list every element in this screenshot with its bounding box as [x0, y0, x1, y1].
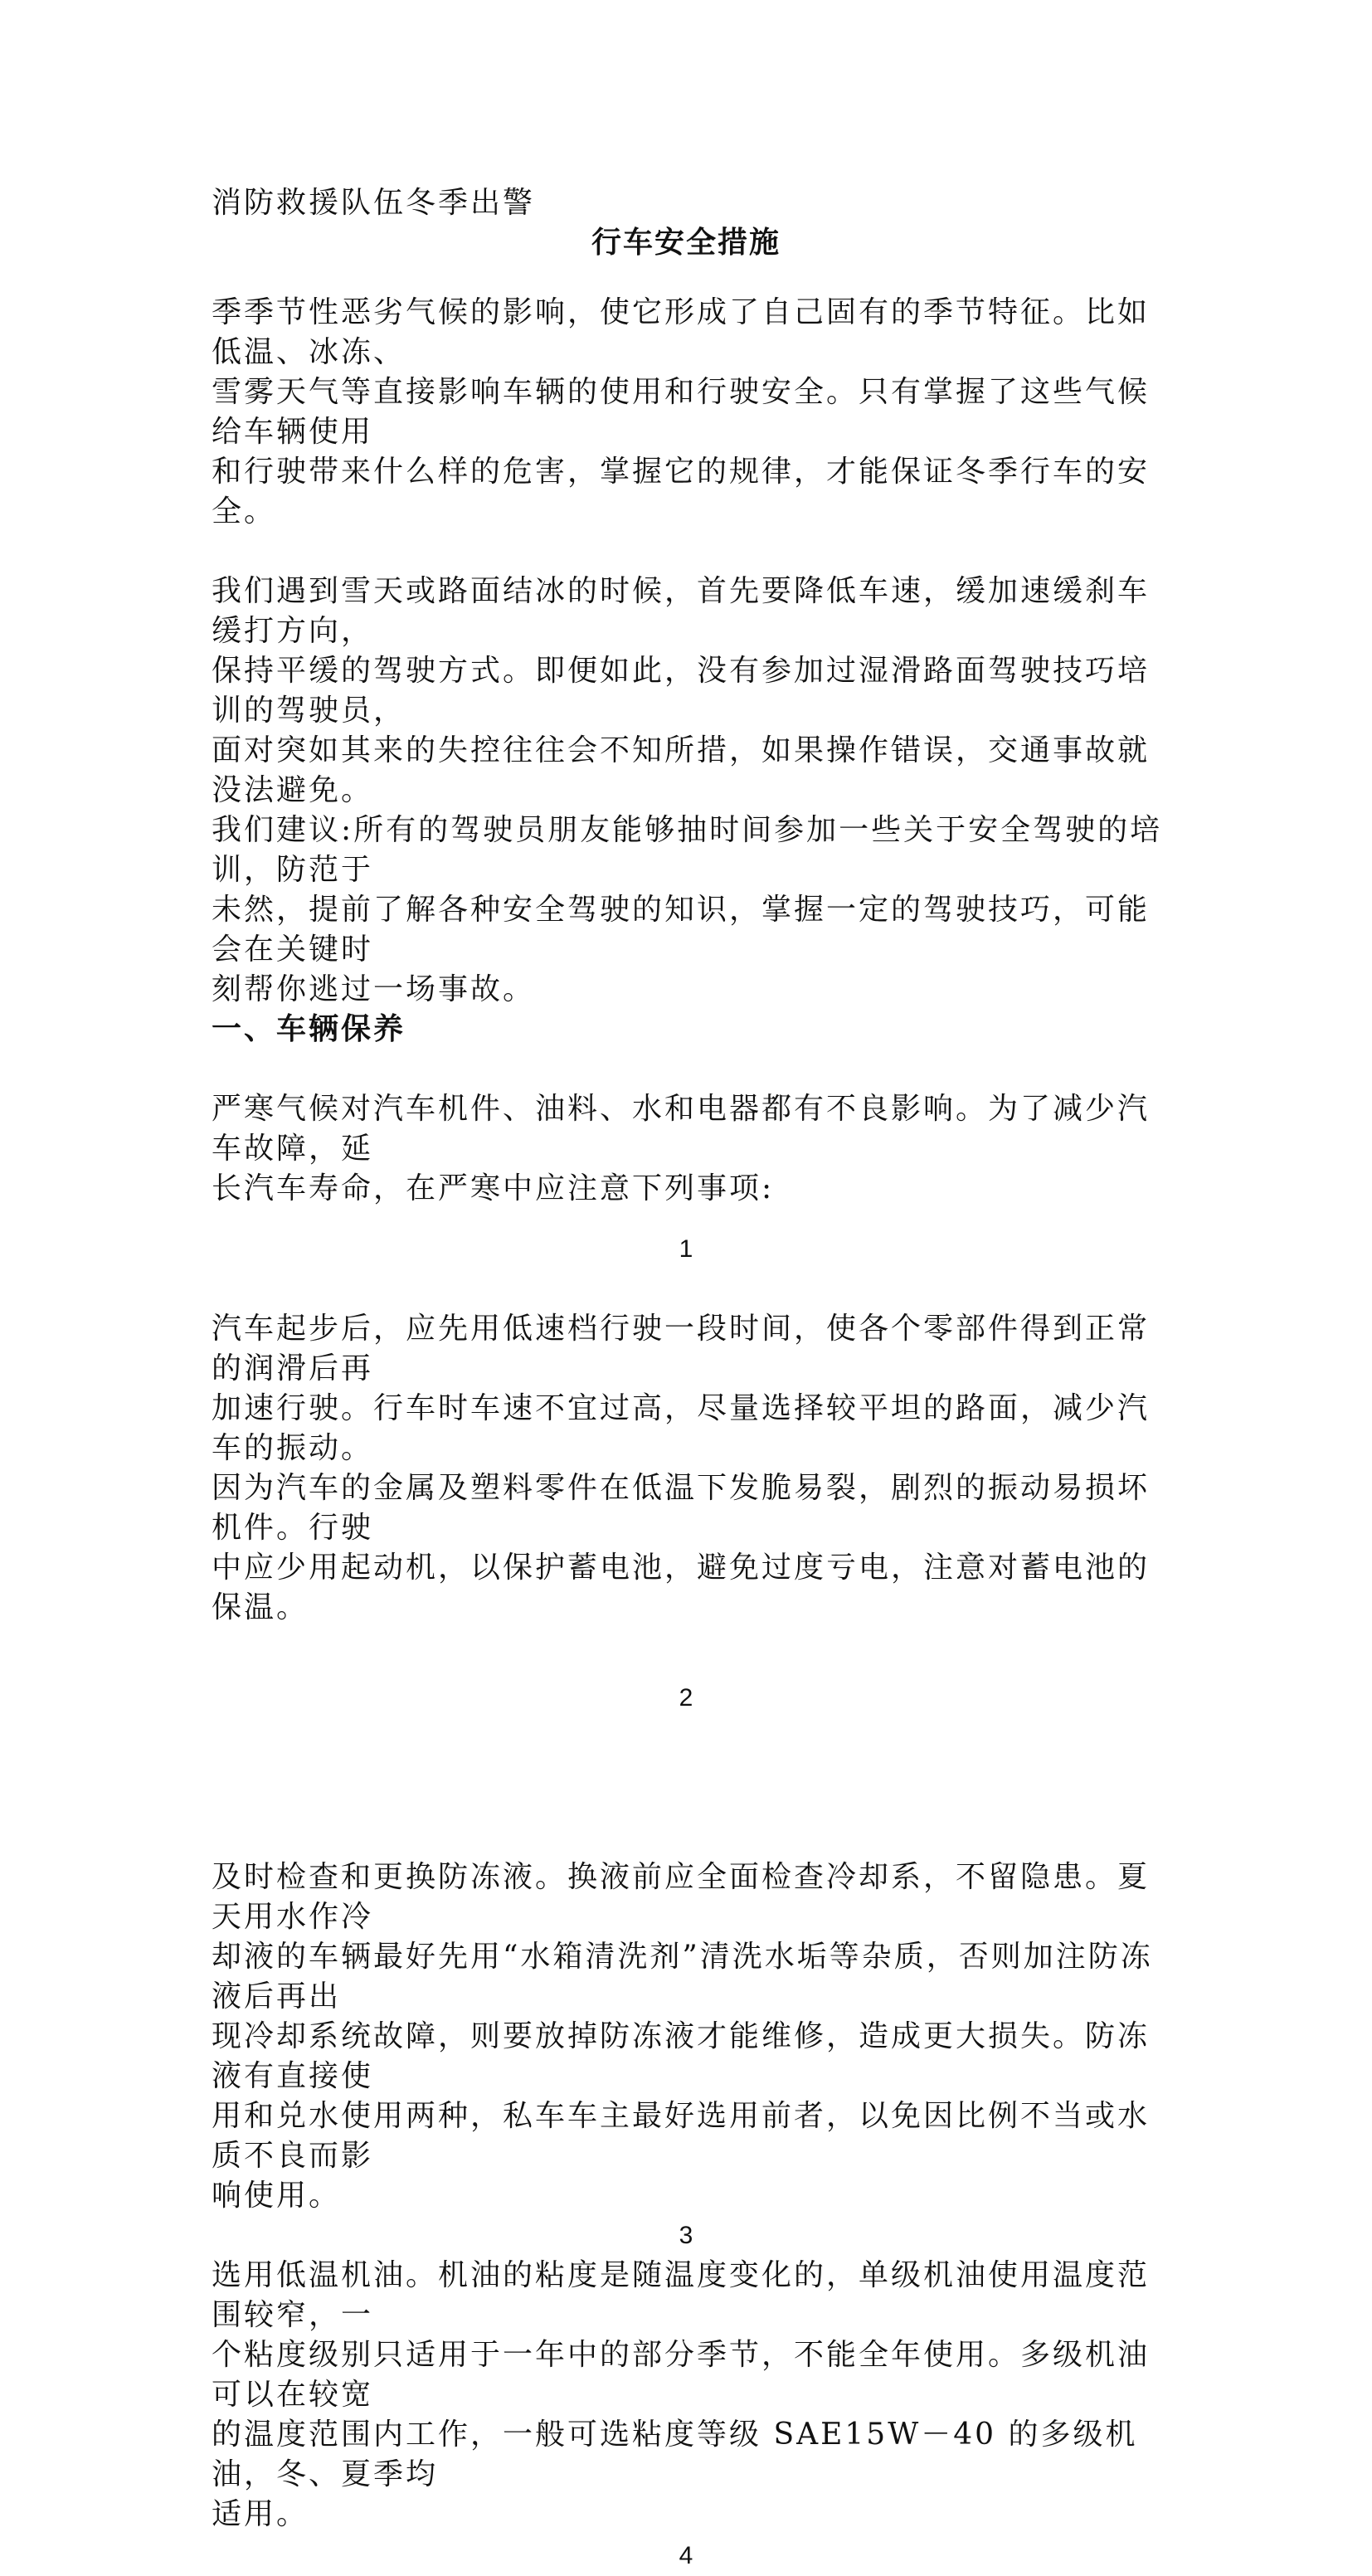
text-line: 的温度范围内工作，一般可选粘度等级 SAE15W－40 的多级机油，冬、夏季均: [212, 2418, 1138, 2491]
text-line: 用和兑水使用两种，私车车主最好选用前者，以免因比例不当或水质不良而影: [212, 2099, 1151, 2173]
section-heading: 一、车辆保养: [212, 1012, 406, 1046]
text-line: 保持平缓的驾驶方式。即便如此，没有参加过湿滑路面驾驶技巧培训的驾驶员，: [212, 654, 1151, 728]
text-line: 我们建议:所有的驾驶员朋友能够抽时间参加一些关于安全驾驶的培训，防范于: [212, 813, 1163, 887]
text-line: 个粘度级别只适用于一年中的部分季节，不能全年使用。多级机油可以在较宽: [212, 2338, 1151, 2412]
text-line: 我们遇到雪天或路面结冰的时候，首先要降低车速，缓加速缓刹车缓打方向，: [212, 574, 1151, 648]
text-line: 及时检查和更换防冻液。换液前应全面检查冷却系，不留隐患。夏天用水作冷: [212, 1860, 1151, 1934]
text-line: 刻帮你逃过一场事故。: [212, 972, 536, 1006]
text-line: 雪雾天气等直接影响车辆的使用和行驶安全。只有掌握了这些气候给车辆使用: [212, 375, 1151, 449]
text-line: 响使用。: [212, 2179, 342, 2213]
text-line: 适用。: [212, 2497, 309, 2531]
document-title: 行车安全措施: [591, 226, 781, 260]
text-line: 因为汽车的金属及塑料零件在低温下发脆易裂，剧烈的振动易损坏机件。行驶: [212, 1471, 1151, 1545]
text-line: 未然，提前了解各种安全驾驶的知识，掌握一定的驾驶技巧，可能会在关键时: [212, 893, 1151, 967]
text-line: 汽车起步后，应先用低速档行驶一段时间，使各个零部件得到正常的润滑后再: [212, 1312, 1151, 1385]
text-line: 面对突如其来的失控往往会不知所措，如果操作错误，交通事故就没法避免。: [212, 733, 1151, 807]
page-number: 4: [679, 2542, 693, 2569]
header-line: 消防救援队伍冬季出警: [212, 186, 536, 220]
text-line: 和行驶带来什么样的危害，掌握它的规律，才能保证冬季行车的安全。: [212, 455, 1151, 528]
paragraph-1: [212, 293, 1165, 532]
text-line: 加速行驶。行车时车速不宜过高，尽量选择较平坦的路面，减少汽车的振动。: [212, 1391, 1151, 1465]
text-line: 中应少用起动机，以保护蓄电池，避免过度亏电，注意对蓄电池的保温。: [212, 1551, 1151, 1624]
page-number: 2: [679, 1684, 693, 1712]
text-line: 严寒气候对汽车机件、油料、水和电器都有不良影响。为了减少汽车故障，延: [212, 1092, 1151, 1166]
page-number: 3: [679, 2222, 693, 2249]
text-line: 选用低温机油。机油的粘度是随温度变化的，单级机油使用温度范围较窄，一: [212, 2258, 1151, 2332]
text-line: 长汽车寿命，在严寒中应注意下列事项:: [212, 1171, 775, 1205]
text-line: 现冷却系统故障，则要放掉防冻液才能维修，造成更大损失。防冻液有直接使: [212, 2019, 1151, 2093]
paragraph-2: [212, 572, 1165, 1049]
paragraph-3: [212, 1089, 1165, 1209]
paragraph-6: [212, 2256, 1165, 2535]
page-number: 1: [679, 1235, 693, 1263]
text-line: 季季节性恶劣气候的影响，使它形成了自己固有的季节特征。比如低温、冰冻、: [212, 295, 1151, 369]
paragraph-5: [212, 1858, 1165, 2216]
paragraph-4: [212, 1309, 1165, 1628]
text-line: 却液的车辆最好先用“水箱清洗剂”清洗水垢等杂质，否则加注防冻液后再出: [212, 1940, 1153, 2014]
